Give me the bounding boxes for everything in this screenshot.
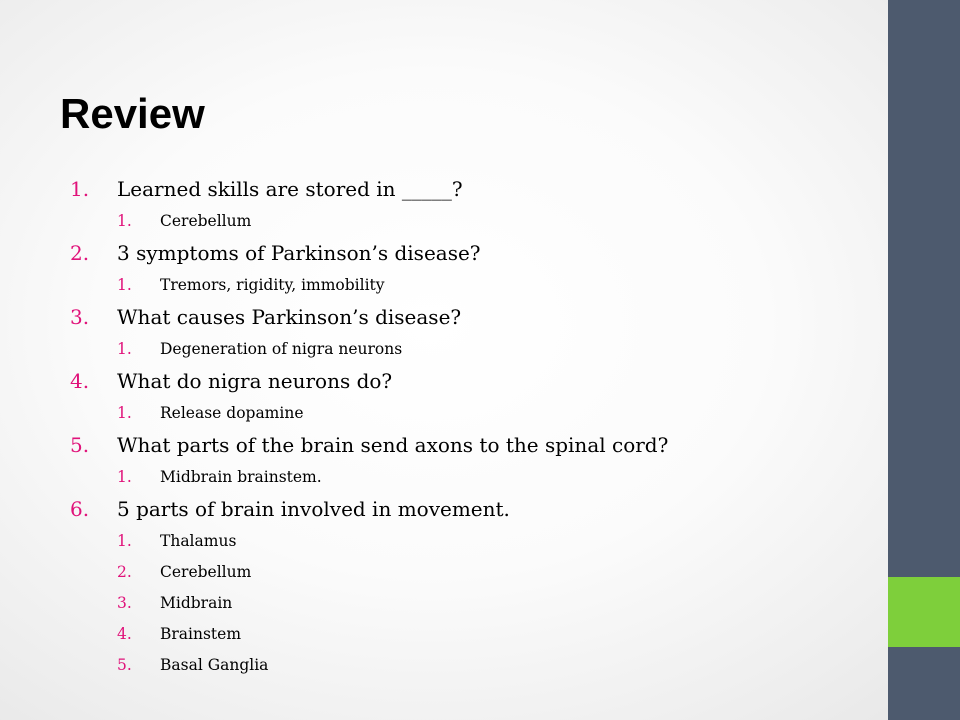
list-number: 1. <box>117 468 132 486</box>
list-text: Brainstem <box>160 625 242 643</box>
sidebar-accent-block <box>888 577 960 647</box>
list-number: 1. <box>117 276 132 294</box>
list-text: Cerebellum <box>160 212 252 230</box>
answer-item <box>0 588 880 619</box>
answer-item <box>0 557 880 588</box>
list-text: Thalamus <box>160 532 237 550</box>
sidebar-band-bottom <box>888 647 960 720</box>
answer-item <box>0 462 880 493</box>
answer-item <box>0 334 880 365</box>
answer-item <box>0 398 880 429</box>
list-number: 1. <box>117 404 132 422</box>
answer-item <box>0 526 880 557</box>
list-number: 3. <box>117 594 132 612</box>
list-number: 1. <box>117 212 132 230</box>
list-number: 2. <box>117 563 132 581</box>
sidebar-band-top <box>888 0 960 577</box>
list-number: 4. <box>70 369 90 393</box>
list-text: Midbrain brainstem. <box>160 468 322 486</box>
question-item <box>0 301 880 334</box>
question-item <box>0 429 880 462</box>
question-item <box>0 365 880 398</box>
slide-title: Review <box>60 90 205 137</box>
list-text: Cerebellum <box>160 563 252 581</box>
list-text: 3 symptoms of Parkinson’s disease? <box>117 241 481 265</box>
review-list <box>0 173 880 681</box>
list-text: What parts of the brain send axons to the spinal cord? <box>117 433 669 457</box>
list-text: Learned skills are stored in _____? <box>117 177 463 201</box>
list-text: Midbrain <box>160 594 233 612</box>
list-text: Tremors, rigidity, immobility <box>160 276 385 294</box>
list-text: Degeneration of nigra neurons <box>160 340 403 358</box>
list-number: 1. <box>117 340 132 358</box>
list-number: 1. <box>117 532 132 550</box>
list-text: What causes Parkinson’s disease? <box>117 305 462 329</box>
question-item <box>0 493 880 526</box>
list-number: 6. <box>70 497 90 521</box>
list-number: 5. <box>117 656 132 674</box>
list-number: 2. <box>70 241 90 265</box>
answer-item <box>0 619 880 650</box>
list-text: 5 parts of brain involved in movement. <box>117 497 510 521</box>
question-item <box>0 173 880 206</box>
answer-item <box>0 650 880 681</box>
sidebar-decoration <box>888 0 960 720</box>
question-item <box>0 237 880 270</box>
list-number: 1. <box>70 177 90 201</box>
list-text: Release dopamine <box>160 404 304 422</box>
answer-item <box>0 270 880 301</box>
answer-item <box>0 206 880 237</box>
list-number: 5. <box>70 433 90 457</box>
list-text: What do nigra neurons do? <box>117 369 393 393</box>
list-text: Basal Ganglia <box>160 656 269 674</box>
list-number: 4. <box>117 625 132 643</box>
list-number: 3. <box>70 305 90 329</box>
